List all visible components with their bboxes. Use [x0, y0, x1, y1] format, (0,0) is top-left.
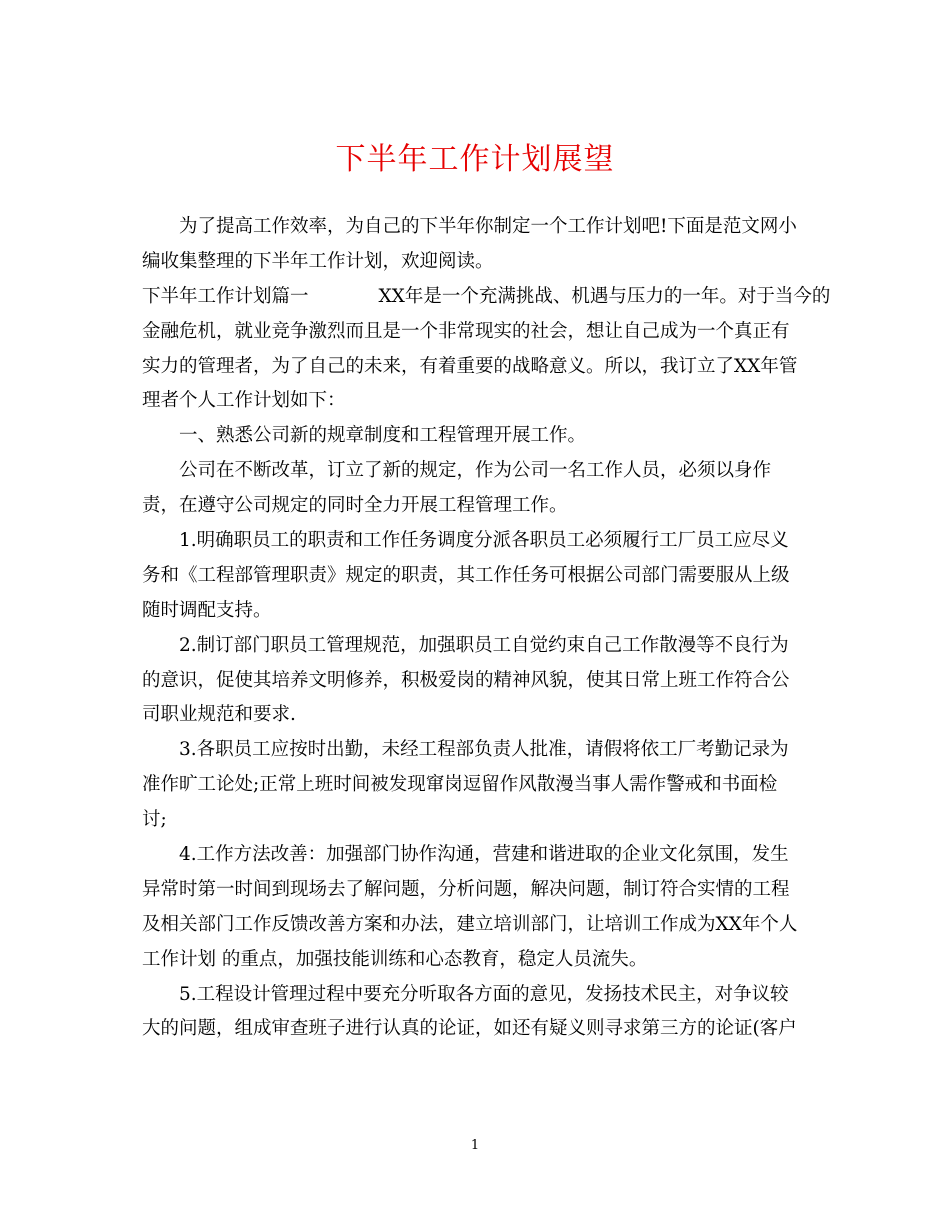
paragraph-line: 的意识，促使其培养文明修养，积极爱岗的精神风貌，使其日常上班工作符合公: [142, 669, 790, 691]
paragraph-line: 4.工作方法改善：加强部门协作沟通，营建和谐进取的企业文化氛围，发生: [179, 844, 789, 866]
paragraph-line: 5.工程设计管理过程中要充分听取各方面的意见，发扬技术民主，对争议较: [179, 983, 789, 1005]
paragraph-line: 一、熟悉公司新的规章制度和工程管理开展工作。: [179, 425, 587, 447]
section-heading-line: [142, 280, 831, 315]
paragraph-line: 责，在遵守公司规定的同时全力开展工程管理工作。: [142, 495, 568, 517]
document-body: [142, 210, 831, 1047]
paragraph-line: 大的问题，组成审查班子进行认真的论证，如还有疑义则寻求第三方的论证(客户: [142, 1018, 797, 1040]
paragraph-line: 及相关部门工作反馈改善方案和办法，建立培训部门，让培训工作成为XX年个人: [142, 913, 798, 935]
paragraph-line: 实力的管理者，为了自己的未来，有着重要的战略意义。所以，我订立了XX年管: [142, 355, 798, 377]
paragraph-line: 公司在不断改革，订立了新的规定，作为公司一名工作人员，必须以身作: [179, 460, 772, 482]
document-title: 下半年工作计划展望: [335, 142, 615, 177]
paragraph-line: 司职业规范和要求.: [142, 704, 296, 726]
page-number: 1: [470, 1138, 480, 1153]
paragraph-line: 工作计划 的重点，加强技能训练和心态教育，稳定人员流失。: [142, 948, 648, 970]
paragraph-line: 编收集整理的下半年工作计划，欢迎阅读。: [142, 250, 494, 272]
paragraph-line: 1.明确职员工的职责和工作任务调度分派各职员工必须履行工厂员工应尽义: [179, 530, 789, 552]
paragraph-text: XX年是一个充满挑战、机遇与压力的一年。对于当今的: [378, 285, 831, 307]
paragraph-line: 理者个人工作计划如下：: [142, 390, 346, 412]
paragraph-line: 准作旷工论处;正常上班时间被发现窜岗逗留作风散漫当事人需作警戒和书面检: [142, 774, 778, 796]
paragraph-line: 金融危机，就业竞争激烈而且是一个非常现实的社会，想让自己成为一个真正有: [142, 320, 790, 342]
section-heading: 下半年工作计划篇一: [142, 285, 309, 307]
paragraph-line: 2.制订部门职员工管理规范，加强职员工自觉约束自己工作散漫等不良行为: [179, 634, 789, 656]
paragraph-line: 随时调配支持。: [142, 599, 272, 621]
paragraph-line: 异常时第一时间到现场去了解问题，分析问题，解决问题，制订符合实情的工程: [142, 878, 790, 900]
paragraph-line: 3.各职员工应按时出勤，未经工程部负责人批准，请假将依工厂考勤记录为: [179, 739, 789, 761]
paragraph-line: 务和《工程部管理职责》规定的职责，其工作任务可根据公司部门需要服从上级: [142, 564, 790, 586]
paragraph-line: 为了提高工作效率，为自己的下半年你制定一个工作计划吧!下面是范文网小: [179, 216, 797, 237]
paragraph-line: 讨;: [142, 809, 167, 831]
